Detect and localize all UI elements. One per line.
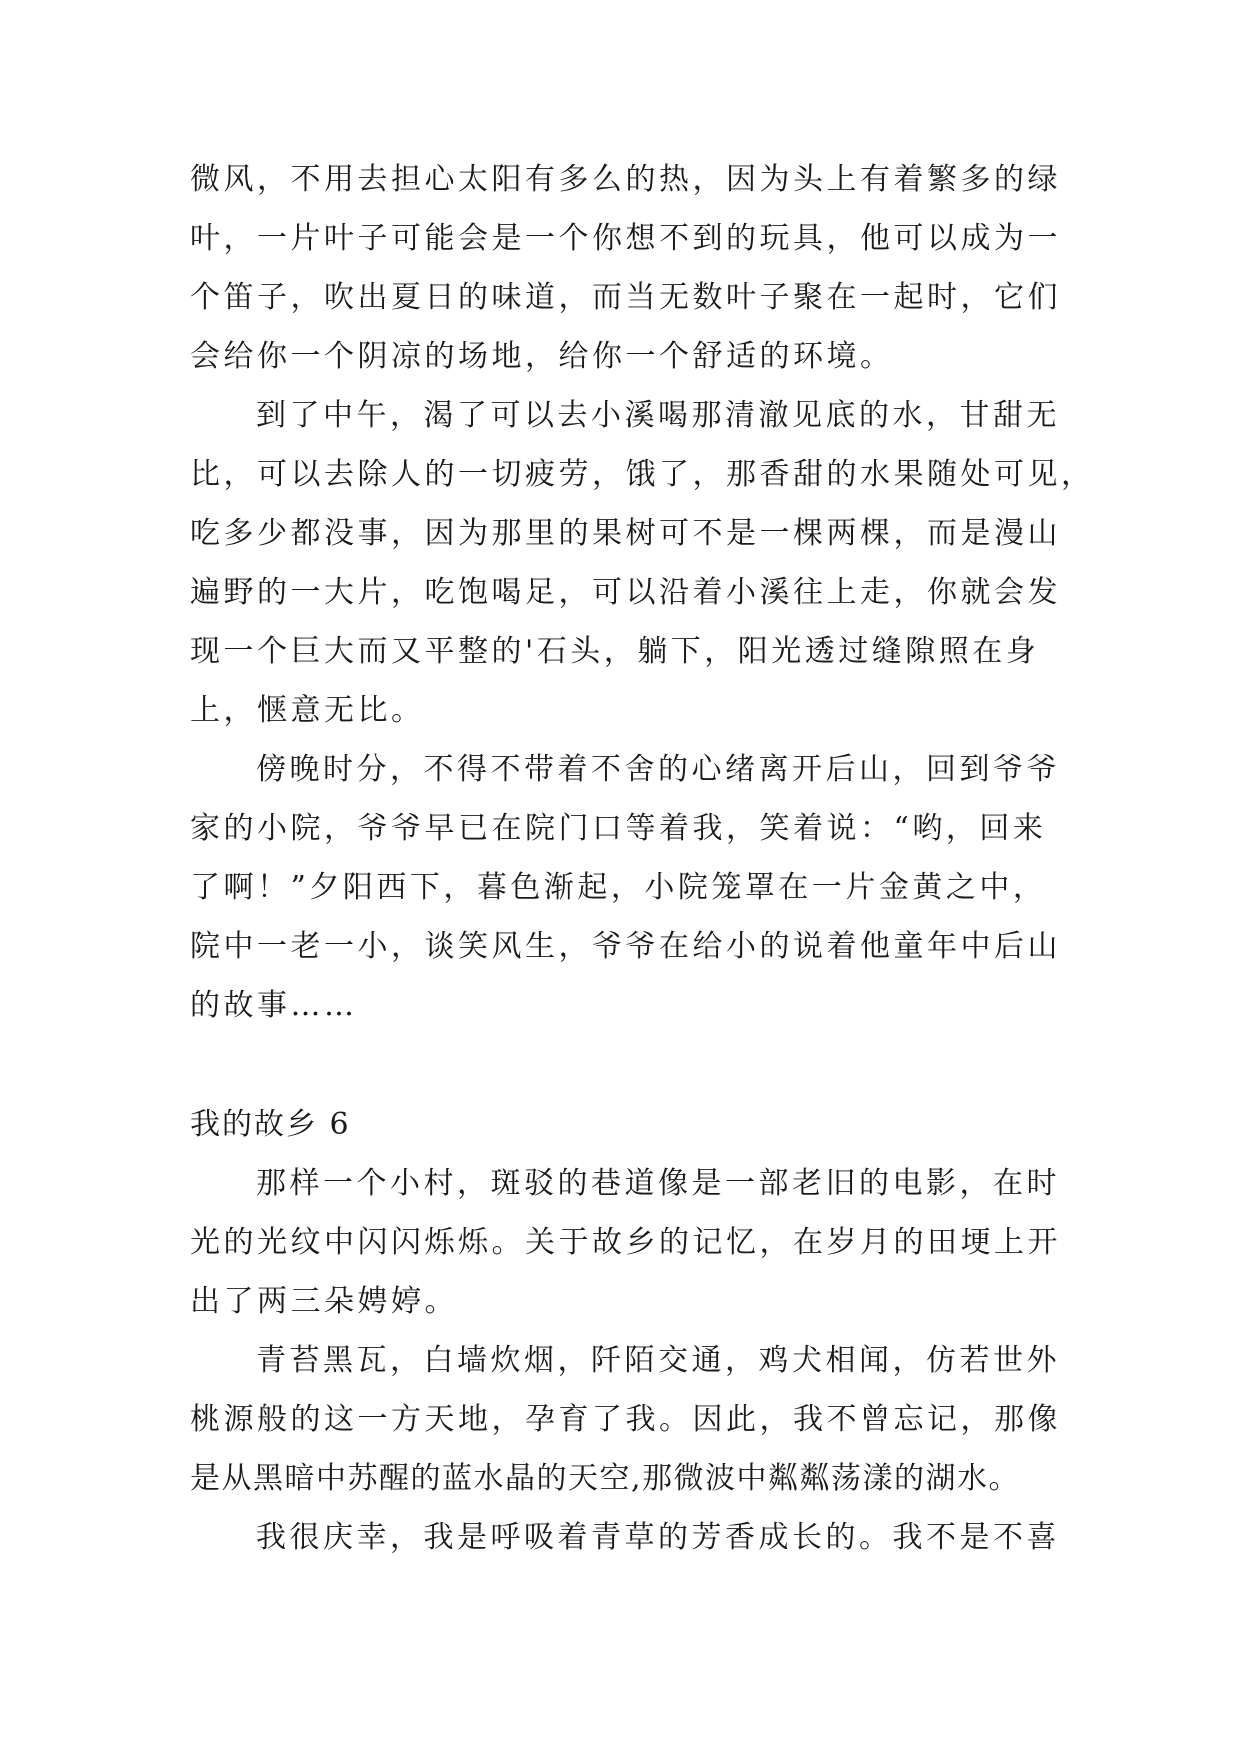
text-line: 的故事……: [190, 988, 358, 1023]
text-line: 到了中午，渴了可以去小溪喝那清澈见底的水，甘甜无: [256, 398, 1060, 433]
text-line: 微风，不用去担心太阳有多么的热，因为头上有着繁多的绿: [190, 162, 1061, 197]
text-line: 遍野的一大片，吃饱喝足，可以沿着小溪往上走，你就会发: [190, 575, 1061, 610]
text-line: 会给你一个阴凉的场地，给你一个舒适的环境。: [190, 339, 894, 374]
text-line: 吃多少都没事，因为那里的果树可不是一棵两棵，而是漫山: [190, 516, 1061, 551]
paragraph: [190, 740, 1070, 1035]
paragraph: [190, 386, 1095, 740]
text-line: 家的小院，爷爷早已在院门口等着我，笑着说：“哟，回来: [190, 811, 1047, 846]
text-line: 叶，一片叶子可能会是一个你想不到的玩具，他可以成为一: [190, 221, 1061, 256]
text-line: 出了两三朵娉婷。: [190, 1284, 458, 1319]
text-line: 现一个巨大而又平整的'石头，躺下，阳光透过缝隙照在身: [190, 634, 1040, 669]
paragraph: [190, 1331, 1070, 1508]
text-line: 桃源般的这一方天地，孕育了我。因此，我不曾忘记，那像: [190, 1402, 1061, 1437]
paragraph: [190, 1508, 1070, 1567]
section-title: 我的故乡 6: [190, 1107, 351, 1142]
text-line: 了啊！”夕阳西下，暮色渐起，小院笼罩在一片金黄之中，: [190, 870, 1047, 905]
text-line: 上，惬意无比。: [190, 693, 425, 728]
text-line: 是从黑暗中苏醒的蓝水晶的天空,那微波中粼粼荡漾的湖水。: [190, 1461, 1021, 1496]
text-line: 我很庆幸，我是呼吸着青草的芳香成长的。我不是不喜: [256, 1520, 1060, 1555]
text-line: 个笛子，吹出夏日的味道，而当无数叶子聚在一起时，它们: [190, 280, 1061, 315]
document-page: [190, 150, 1095, 1567]
text-line: 青苔黑瓦，白墙炊烟，阡陌交通，鸡犬相闻，仿若世外: [256, 1343, 1060, 1378]
text-line: 傍晚时分，不得不带着不舍的心绪离开后山，回到爷爷: [256, 752, 1060, 787]
section-gap: [190, 1035, 1070, 1095]
paragraph: [190, 1154, 1070, 1331]
paragraph: [190, 150, 1070, 386]
text-line: 院中一老一小，谈笑风生，爷爷在给小的说着他童年中后山: [190, 929, 1061, 964]
text-line: 光的光纹中闪闪烁烁。关于故乡的记忆，在岁月的田埂上开: [190, 1225, 1061, 1260]
text-line: 比，可以去除人的一切疲劳，饿了，那香甜的水果随处可见，: [190, 457, 1095, 492]
text-line: 那样一个小村，斑驳的巷道像是一部老旧的电影，在时: [256, 1166, 1060, 1201]
